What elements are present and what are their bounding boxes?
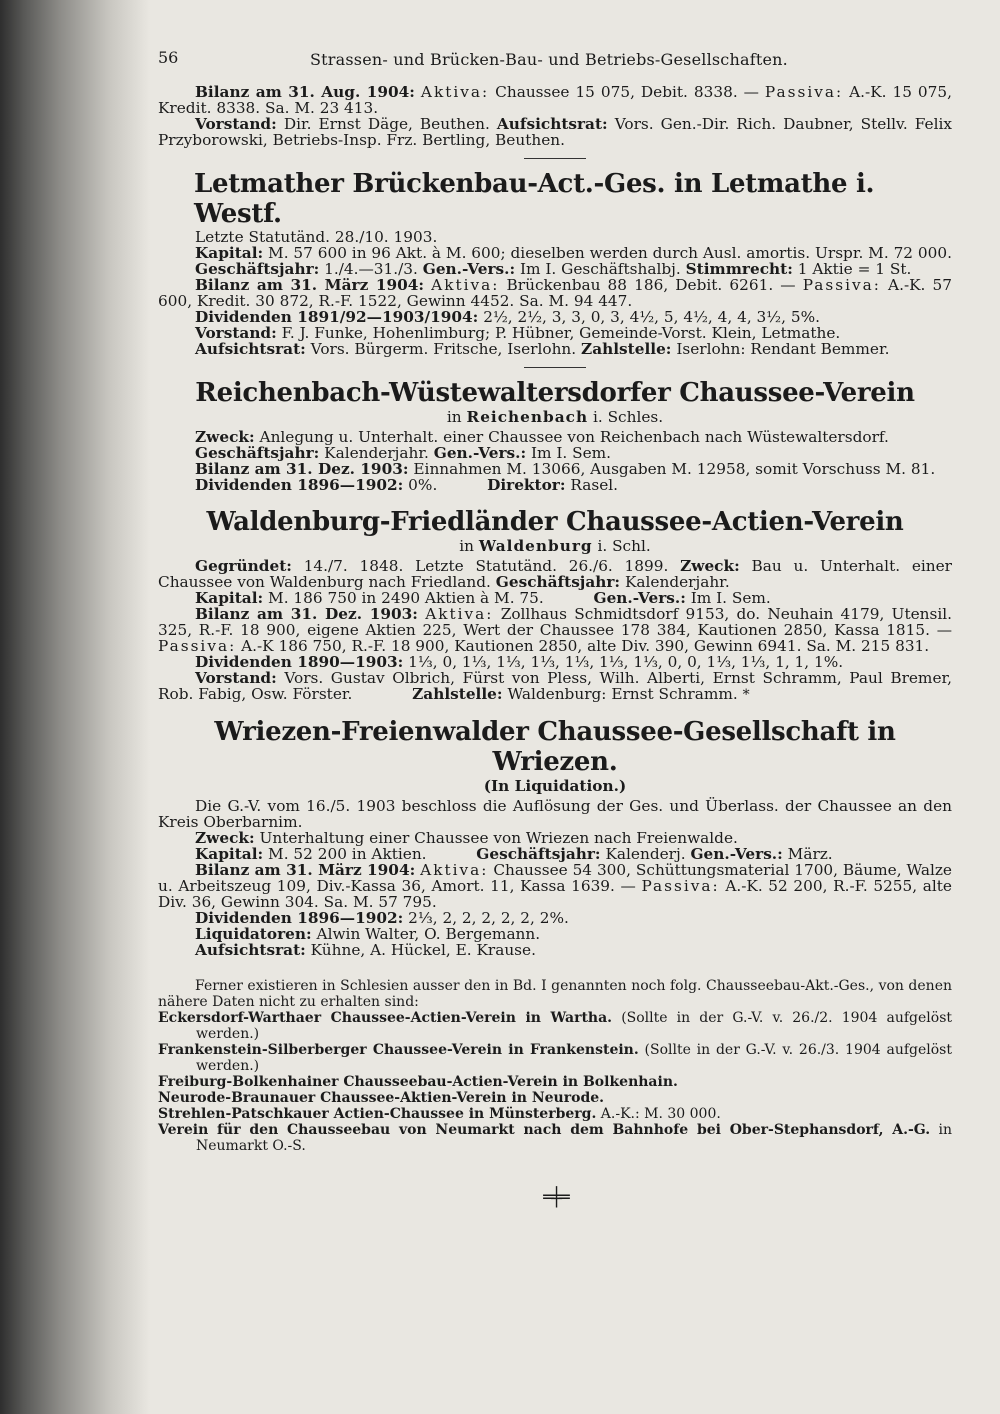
entry-title: Letmather Brückenbau-Act.-Ges. in Letmathe i. Westf. — [194, 169, 875, 229]
entry-reichenbach: Reichenbach-Wüstewaltersdorfer Chaussee-Verein in Reichenbach i. Schles. Zweck: Anlegung u. Unterhalt. einer Chaussee von Reichenbach nach Wüstewaltersdorf. Geschäftsjahr: Kalenderjahr. Gen.-Vers.: Im I. Sem. Bilanz am 31. Dez. 1903: Einnahmen M. 13066, Ausgaben M. 12958, somit Vorschuss M. 81. Dividenden 1896—1902: 0%. Direktor: Rasel. — [158, 378, 952, 493]
entry-title: Waldenburg-Friedländer Chaussee-Actien-Verein — [206, 507, 904, 537]
list-item: Freiburg-Bolkenhainer Chausseebau-Actien-Verein in Bolkenhain. — [158, 1074, 678, 1090]
entry-previous-continuation — [158, 84, 952, 148]
bilanz-paragraph: Bilanz am 31. Aug. 1904: Aktiva: Chaussee 15 075, Debit. 8338. — Passiva: A.-K. 15 075, Kredit. 8338. Sa. M. 23 413. — [158, 83, 952, 117]
page-header — [158, 40, 952, 70]
list-item: Frankenstein-Silberberger Chaussee-Verein in Frankenstein. (Sollte in der G.-V. v. 26./3. 1904 aufgelöst werden.) — [158, 1042, 952, 1074]
entry-location: in Waldenburg i. Schl. — [459, 537, 651, 555]
list-item: Verein für den Chausseebau von Neumarkt nach dem Bahnhofe bei Ober-Stephansdorf, A.-G. in Neumarkt O.-S. — [158, 1122, 952, 1154]
entry-wriezen: Wriezen-Freienwalder Chaussee-Gesellschaft in Wriezen. (In Liquidation.) Die G.-V. vom 16./5. 1903 beschloss die Auflösung der Ges. und Überlass. der Chaussee an den Kreis Oberbarnim. Zweck: Unterhaltung einer Chaussee von Wriezen nach Freienwalde. Kapital: M. 52 200 in Aktien. Geschäftsjahr: Kalenderj. Gen.-Vers.: März. Bilanz am 31. März 1904: Aktiva: Chaussee 54 300, Schüttungsmaterial 1700, Bäume, Walze u. Arbeitszeug 109, Div.-Kassa 36, Amort. 11, Kassa 1639. — Passiva: A.-K. 52 200, R.-F. 5255, alte Div. 36, Gewinn 304. Sa. M. 57 795. Dividenden 1896—1902: 2⅓, 2, 2, 2, 2, 2, 2%. Liquidatoren: Alwin Walter, O. Bergemann. Aufsichtsrat: Kühne, A. Hückel, E. Krause. — [158, 717, 952, 959]
section-divider — [524, 367, 586, 368]
further-intro: Ferner existieren in Schlesien ausser den in Bd. I genannten noch folg. Chausseebau-Akt.-Ges., von denen nähere Daten nicht zu erhalten sind: — [158, 978, 952, 1010]
list-item: Eckersdorf-Warthaer Chaussee-Actien-Verein in Wartha. (Sollte in der G.-V. v. 26./2. 1904 aufgelöst werden.) — [158, 1010, 953, 1042]
document-page — [158, 40, 952, 1206]
vorstand-paragraph: Vorstand: Dir. Ernst Däge, Beuthen. Aufsichtsrat: Vors. Gen.-Dir. Rich. Daubner, Stellv. Felix Przyborowski, Betriebs-Insp. Frz. Bertling, Beuthen. — [158, 115, 952, 149]
intro-paragraph: Die G.-V. vom 16./5. 1903 beschloss die Auflösung der Ges. und Überlass. der Chaussee an den Kreis Oberbarnim. — [158, 797, 952, 831]
entry-title: Wriezen-Freienwalder Chaussee-Gesellschaft in Wriezen. — [214, 717, 896, 777]
statut-line: Letzte Statutänd. 28./10. 1903. — [195, 228, 438, 246]
entry-letmathe: Letmather Brückenbau-Act.-Ges. in Letmathe i. Westf. Letzte Statutänd. 28./10. 1903. Kapital: M. 57 600 in 96 Akt. à M. 600; dieselben werden durch Ausl. amortis. Urspr. M. 72 000. Geschäftsjahr: 1./4.—31./3. Gen.-Vers.: Im I. Geschäftshalbj. Stimmrecht: 1 Aktie = 1 St. Bilanz am 31. März 1904: Aktiva: Brückenbau 88 186, Debit. 6261. — Passiva: A.-K. 57 600, Kredit. 30 872, R.-F. 1522, Gewinn 4452. Sa. M. 94 447. Dividenden 1891/92—1903/1904: 2½, 2½, 3, 3, 0, 3, 4½, 5, 4½, 4, 4, 3½, 5%. Vorstand: F. J. Funke, Hohenlimburg; P. Hübner, Gemeinde-Vorst. Klein, Letmathe. Aufsichtsrat: Vors. Bürgerm. Fritsche, Iserlohn. Zahlstelle: Iserlohn: Rendant Bemmer. — [158, 169, 952, 358]
entry-title: Reichenbach-Wüstewaltersdorfer Chaussee-Verein — [195, 378, 915, 408]
list-item: Strehlen-Patschkauer Actien-Chaussee in Münsterberg. A.-K.: M. 30 000. — [158, 1106, 721, 1122]
entry-waldenburg: Waldenburg-Friedländer Chaussee-Actien-Verein in Waldenburg i. Schl. Gegründet: 14./7. 1848. Letzte Statutänd. 26./6. 1899. Zweck: Bau u. Unterhalt. einer Chaussee von Waldenburg nach Friedland. Geschäftsjahr: Kalenderjahr. Kapital: M. 186 750 in 2490 Aktien à M. 75. Gen.-Vers.: Im I. Sem. Bilanz am 31. Dez. 1903: Aktiva: Zollhaus Schmidtsdorf 9153, do. Neuhain 4179, Utensil. 325, R.-F. 18 900, eigene Aktien 225, Wert der Chaussee 178 384, Kautionen 2850, Kassa 1815. — Passiva: A.-K 186 750, R.-F. 18 900, Kautionen 2850, alte Div. 390, Gewinn 6941. Sa. M. 215 831. Dividenden 1890—1903: 1⅓, 0, 1⅓, 1⅓, 1⅓, 1⅓, 1⅓, 1⅓, 0, 0, 1⅓, 1⅓, 1, 1, 1%. Vorstand: Vors. Gustav Olbrich, Fürst von Pless, Wilh. Alberti, Ernst Schramm, Paul Bremer, Rob. Fabig, Osw. Förster. Zahlstelle: Waldenburg: Ernst Schramm. * — [158, 507, 953, 703]
entry-subtitle: (In Liquidation.) — [483, 777, 627, 795]
end-ornament: ═╪═ — [543, 1187, 567, 1208]
section-divider — [524, 158, 586, 159]
running-title: Strassen- und Brücken-Bau- und Betriebs-Gesellschaften. — [310, 50, 788, 69]
list-item: Neurode-Braunauer Chaussee-Aktien-Verein in Neurode. — [158, 1090, 605, 1106]
entry-location: in Reichenbach i. Schles. — [446, 408, 664, 426]
page-number: 56 — [158, 48, 179, 67]
book-binding-shadow — [0, 0, 150, 1414]
further-list — [158, 978, 952, 1154]
